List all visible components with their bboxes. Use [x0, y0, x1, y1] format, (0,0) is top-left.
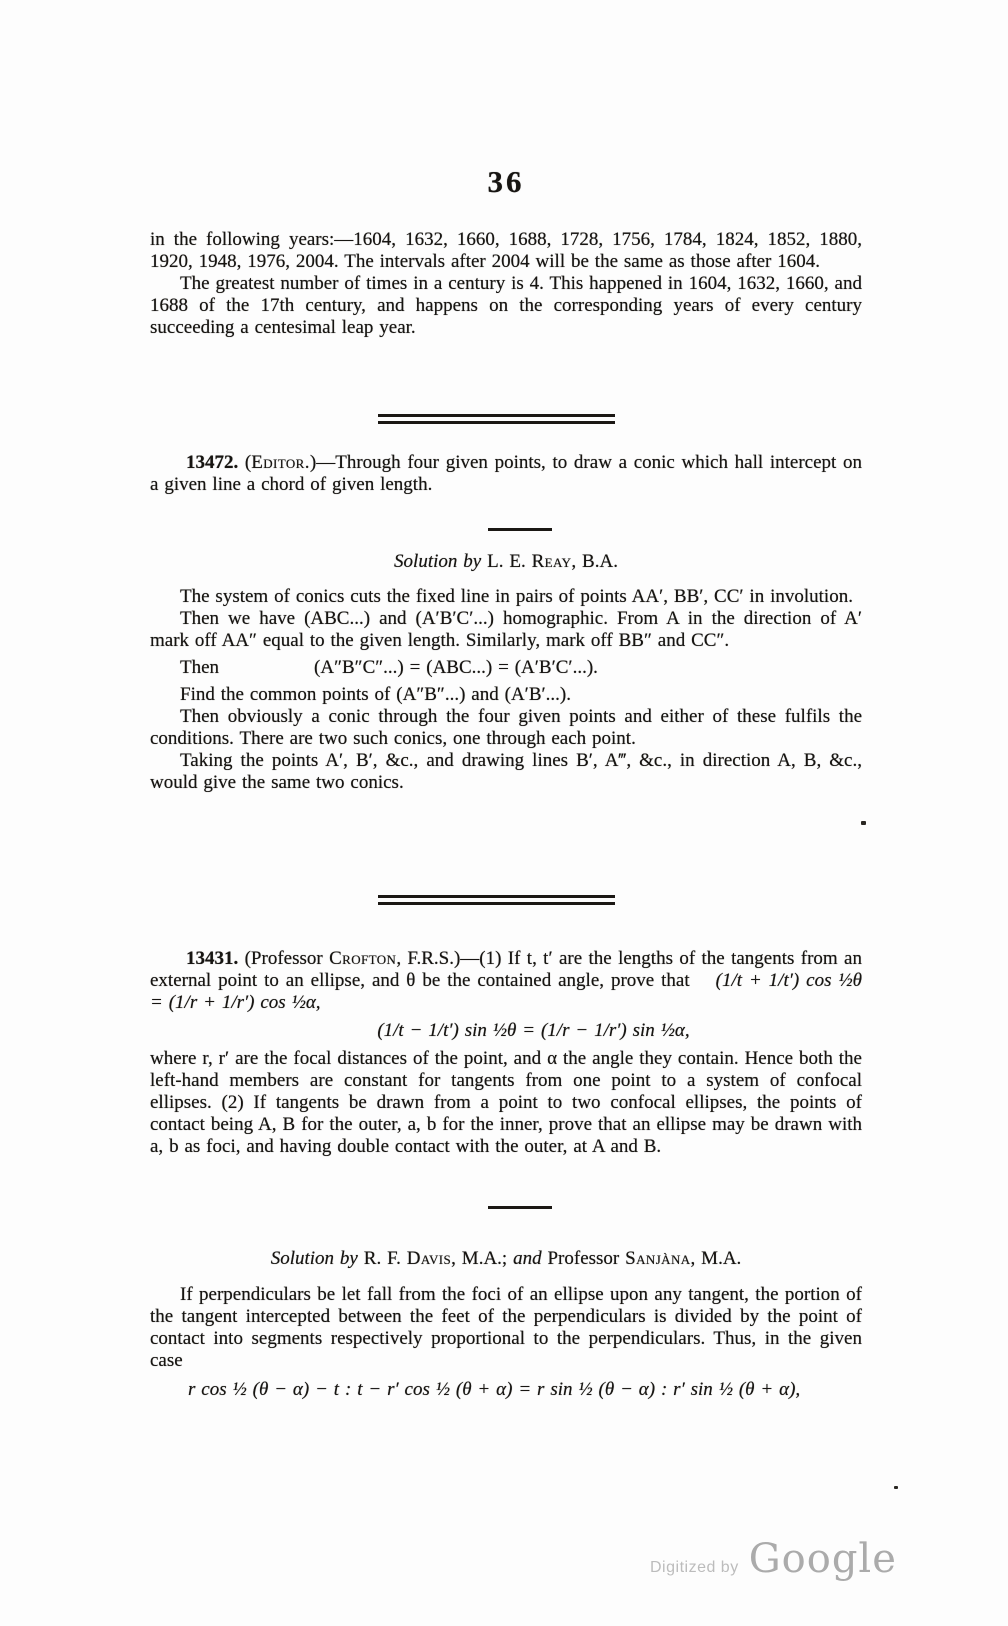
solver-surname: Reay: [531, 551, 572, 572]
and-word: and: [513, 1248, 542, 1269]
attribution-open: (Professor: [238, 948, 330, 969]
problem-statement-part2: where r, r′ are the focal distances of the point, and α the angle they contain. Hence both the left-hand members are constant for tangents from one point to a system of confocal ellipses. (2) If tangents be drawn from a point to two confocal ellipses, the points of contact being A, B for the outer, a, b for the inner, prove that an ellipse may be drawn with a, b as foci, and having double contact with the outer, at A and B.: [150, 1048, 862, 1157]
solution-paragraph: The system of conics cuts the fixed line in pairs of points AA′, BB′, CC′ in involution.: [180, 586, 853, 607]
solver-degree: , B.A.: [571, 551, 618, 572]
solution-paragraph: Find the common points of (A″B″...) and (A′B′...).: [180, 684, 571, 705]
scan-speck: [861, 821, 866, 825]
intro-paragraph-2: The greatest number of times in a century is 4. This happened in 1604, 1632, 1660, and 1688 of the 17th century, and happens on the corresponding years of every century succeeding a centesimal leap year.: [150, 273, 862, 338]
problem-number: 13431.: [186, 948, 239, 969]
display-equation-line: [150, 657, 862, 679]
attribution-name: Editor.: [251, 452, 310, 473]
solver1-initials: R. F.: [363, 1248, 407, 1269]
solution-paragraph: Taking the points A′, B′, &c., and drawing lines B′, A‴, &c., in direction A, B, &c., would give the same two conics.: [150, 750, 862, 793]
inline-equation-1: (1/t + 1/t′) cos ½θ = (1/r + 1/r′) cos ½α,: [150, 970, 862, 1013]
section-divider-rule: [378, 414, 615, 424]
solution-by-label: Solution by: [270, 1248, 364, 1269]
problem-13431-section: [150, 948, 862, 1158]
digitized-by-label: Digitized by: [650, 1559, 739, 1576]
short-divider-rule: [488, 1206, 552, 1209]
solver2-surname: Sanjàna: [625, 1248, 691, 1269]
google-watermark: [650, 1536, 897, 1582]
solver2-title: Professor: [541, 1248, 626, 1269]
involution-equation: (A″B″C″...) = (ABC...) = (A′B′C′...).: [314, 657, 598, 678]
solution-paragraph: Then obviously a conic through the four given points and either of these fulfils the conditions. There are two such conics, one through each point.: [150, 706, 862, 749]
display-equation-3: r cos ½ (θ − α) − t : t − r′ cos ½ (θ + α) = r sin ½ (θ − α) : r′ sin ½ (θ + α),: [188, 1379, 801, 1400]
problem-statement: —Through four given points, to draw a conic which hall intercept on a given line a chord of given length.: [150, 452, 862, 495]
solution-paragraph: Then we have (ABC...) and (A′B′C′...) homographic. From A in the direction of A′ mark off AA″ equal to the given length. Similarly, mark off BB″ and CC″.: [150, 608, 862, 651]
scan-speck: [894, 1486, 898, 1489]
short-divider-rule: [488, 528, 552, 531]
solution-by-label: Solution by: [394, 551, 488, 572]
solution-13431-body: [150, 1284, 862, 1401]
intro-paragraph-1: in the following years:—1604, 1632, 1660, 1688, 1728, 1756, 1784, 1824, 1852, 1880, 1920, 1948, 1976, 2004. The intervals after 2004 will be the same as those after 1604.: [150, 229, 862, 272]
intro-section: [150, 229, 862, 339]
attribution-open: (: [238, 452, 252, 473]
solution-13472-body: [150, 586, 862, 794]
solution-byline-reay: [150, 551, 862, 573]
solver1-degree: , M.A.;: [451, 1248, 514, 1269]
problem-statement-part1: —(1) If t, t′ are the lengths of the tangents from an external point to an ellipse, and θ be the contained angle, prove that: [150, 948, 862, 991]
attribution-close: ): [309, 452, 317, 473]
google-logo: Google: [748, 1536, 897, 1582]
problem-number: 13472.: [186, 452, 239, 473]
solution-byline-davis-sanjana: [150, 1248, 862, 1270]
equation-lead-word: Then: [180, 657, 220, 678]
problem-13472-heading: [150, 452, 862, 496]
section-divider-rule: [378, 895, 615, 905]
problem-13431-heading: [150, 948, 862, 1014]
display-equation-2: (1/t − 1/t′) sin ½θ = (1/r − 1/r′) sin ½α,: [377, 1020, 690, 1041]
attribution-name: Crofton: [329, 948, 397, 969]
solver-initials: L. E.: [487, 551, 532, 572]
page-number: 36: [487, 164, 525, 199]
solver2-degree: , M.A.: [690, 1248, 742, 1269]
attribution-close: , F.R.S.): [396, 948, 461, 969]
solver1-surname: Davis: [406, 1248, 452, 1269]
solution-paragraph: If perpendiculars be let fall from the foci of an ellipse upon any tangent, the portion of the tangent intercepted between the feet of the perpendiculars is divided by the point of contact into segments respectively proportional to the perpendiculars. Thus, in the given case: [150, 1284, 862, 1371]
